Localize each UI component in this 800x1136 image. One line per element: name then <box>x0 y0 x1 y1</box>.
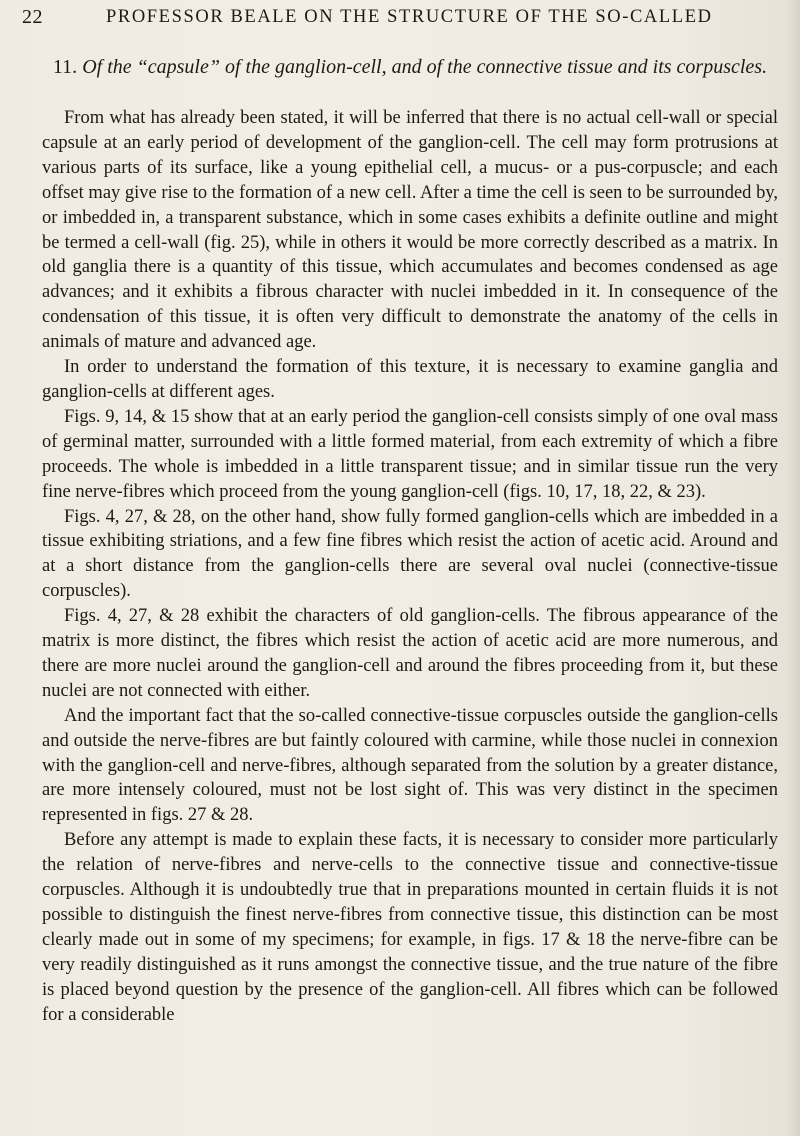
page-edge-shadow <box>786 0 800 1136</box>
paragraph: In order to understand the formation of this texture, it is necessary to examine ganglia and ganglion-cells at different ages. <box>42 357 778 402</box>
paragraph: Before any attempt is made to explain these facts, it is necessary to consider more particularly the relation of nerve-fibres and nerve-cells to the connective tissue and connective-tissue corpuscles. Although it is undoubtedly true that in preparations mounted in certain fluids it is not possible to distinguish the finest nerve-fibres from connective tissue, this distinction can be most clearly made out in some of my specimens; for example, in figs. 17 & 18 the nerve-fibre can be very readily distinguished as it runs amongst the connective tissue, and the true nature of the fibre is placed beyond question by the presence of the ganglion-cell. All fibres which can be followed for a considerable <box>42 830 778 1025</box>
body-text <box>42 106 778 1028</box>
paragraph: Figs. 4, 27, & 28, on the other hand, show fully formed ganglion-cells which are imbedded in a tissue exhibiting striations, and a few fine fibres which resist the action of acetic acid. Around and at a short distance from the ganglion-cells there are several oval nuclei (connective-tissue corpuscles). <box>42 506 778 602</box>
running-head-title: PROFESSOR BEALE ON THE STRUCTURE OF THE SO-CALLED <box>106 7 713 27</box>
paragraph: From what has already been stated, it will be inferred that there is no actual cell-wall or special capsule at an early period of development of the ganglion-cell. The cell may form protrusions at various parts of its surface, like a young epithelial cell, a mucus- or a pus-corpuscle; and each offset may give rise to the formation of a new cell. After a time the cell is seen to be surrounded by, or imbedded in, a transparent substance, which in some cases exhibits a definite outline and might be termed a cell-wall (fig. 25), while in others it would be more correctly described as a matrix. In old ganglia there is a quantity of this tissue, which accumulates and becomes condensed as age advances; and it exhibits a fibrous character with nuclei imbedded in it. In consequence of the condensation of this tissue, it is often very difficult to demonstrate the anatomy of the cells in animals of mature and advanced age. <box>42 108 778 353</box>
section-heading-text: Of the “capsule” of the ganglion-cell, and of the connective tissue and its corpuscles. <box>82 56 768 78</box>
paragraph: Figs. 9, 14, & 15 show that at an early period the ganglion-cell consists simply of one oval mass of germinal matter, surrounded with a little formed material, from each extremity of which a fibre proceeds. The whole is imbedded in a little transparent tissue; and in similar tissue run the very fine nerve-fibres which proceed from the young ganglion-cell (figs. 10, 17, 18, 22, & 23). <box>42 406 778 502</box>
paragraph: And the important fact that the so-called connective-tissue corpuscles outside the ganglion-cells and outside the nerve-fibres are but faintly coloured with carmine, while those nuclei in connexion with the ganglion-cell and nerve-fibres, although separated from the solution by a greater distance, are more intensely coloured, must not be lost sight of. This was very distinct in the specimen represented in figs. 27 & 28. <box>42 705 778 826</box>
running-head <box>22 6 782 34</box>
paragraph: Figs. 4, 27, & 28 exhibit the characters of old ganglion-cells. The fibrous appearance of the matrix is more distinct, the fibres which resist the action of acetic acid are more numerous, and there are more nuclei around the ganglion-cell and around the fibres proceeding from it, but these nuclei are not connected with either. <box>42 606 778 701</box>
section-heading <box>42 55 778 80</box>
section-number: 11. <box>52 56 78 78</box>
page-number: 22 <box>22 6 43 28</box>
